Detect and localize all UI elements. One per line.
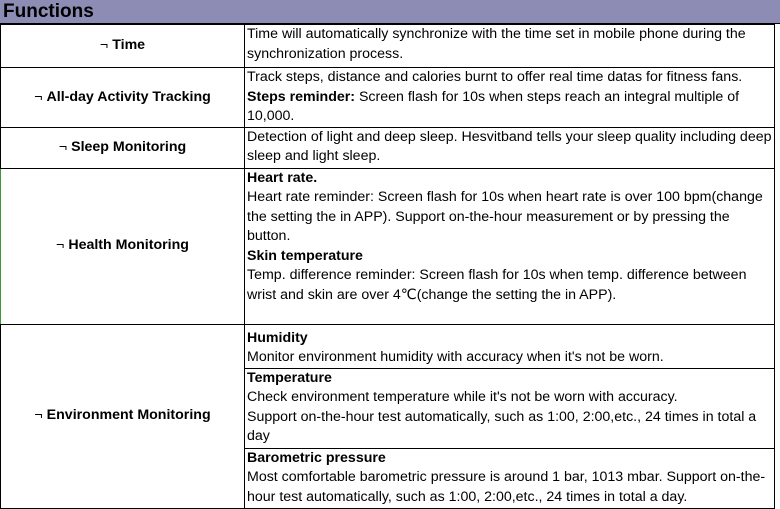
description-cell	[245, 68, 775, 128]
description-text: Track steps, distance and calories burnt to offer real time datas for fitness fans.	[247, 69, 743, 85]
bullet-mark: ¬	[34, 407, 43, 424]
description-text: Detection of light and deep sleep. Hesvitband tells your sleep quality including deep sleep and light sleep.	[247, 128, 772, 164]
feature-label: Environment Monitoring	[46, 407, 211, 424]
temperature-title: Temperature	[247, 369, 332, 386]
bullet-mark: ¬	[34, 88, 43, 105]
table-row	[1, 324, 775, 368]
skin-temperature-text: Temp. difference reminder: Screen flash for 10s when temp. difference between wrist and skin are over 4℃(change the setting the in APP).	[247, 267, 747, 303]
description-cell	[245, 127, 775, 168]
humidity-text: Monitor environment humidity with accuracy when it's not be worn.	[247, 349, 664, 365]
feature-label: Time	[112, 37, 146, 54]
description-cell	[245, 25, 775, 68]
feature-cell-time	[1, 25, 245, 68]
temperature-text-1: Check environment temperature while it's not be worn with accuracy.	[247, 389, 678, 405]
humidity-cell	[245, 324, 775, 368]
bullet-mark: ¬	[99, 37, 109, 54]
description-cell	[245, 168, 775, 324]
feature-cell-environment	[1, 324, 245, 508]
section-header	[0, 0, 780, 24]
heart-rate-text: Heart rate reminder: Screen flash for 10s when heart rate is over 100 bpm(change the setting the in APP). Support on-the-hour measurement or by pressing the button.	[247, 189, 763, 244]
temperature-cell	[245, 368, 775, 448]
pressure-cell	[245, 448, 775, 508]
skin-temperature-title: Skin temperature	[247, 247, 363, 264]
feature-cell-activity	[1, 68, 245, 128]
bullet-mark: ¬	[56, 237, 65, 254]
table-row	[1, 127, 775, 168]
feature-cell-health	[1, 168, 245, 324]
feature-label: Health Monitoring	[68, 237, 189, 254]
bullet-mark: ¬	[58, 138, 68, 155]
temperature-text-2: Support on-the-hour test automatically, such as 1:00, 2:00,etc., 24 times in total a day	[247, 408, 757, 444]
table-row	[1, 68, 775, 128]
humidity-title: Humidity	[247, 329, 308, 346]
heart-rate-title: Heart rate.	[247, 169, 318, 186]
steps-reminder-text: Screen flash for 10s when steps reach an integral multiple of 10,000.	[247, 88, 740, 124]
table-row	[1, 25, 775, 68]
feature-label: All-day Activity Tracking	[46, 88, 211, 105]
steps-reminder-label: Steps reminder:	[247, 88, 356, 105]
feature-label: Sleep Monitoring	[71, 138, 187, 155]
feature-cell-sleep	[1, 127, 245, 168]
functions-table	[0, 24, 775, 509]
pressure-title: Barometric pressure	[247, 449, 386, 466]
table-row	[1, 168, 775, 324]
pressure-text: Most comfortable barometric pressure is around 1 bar, 1013 mbar. Support on-the-hour test automatically, such as 1:00, 2:00,etc., 24 times in total a day.	[247, 469, 766, 505]
section-title: Functions	[3, 1, 94, 22]
description-text: Time will automatically synchronize with the time set in mobile phone during the synchronization process.	[247, 26, 746, 62]
